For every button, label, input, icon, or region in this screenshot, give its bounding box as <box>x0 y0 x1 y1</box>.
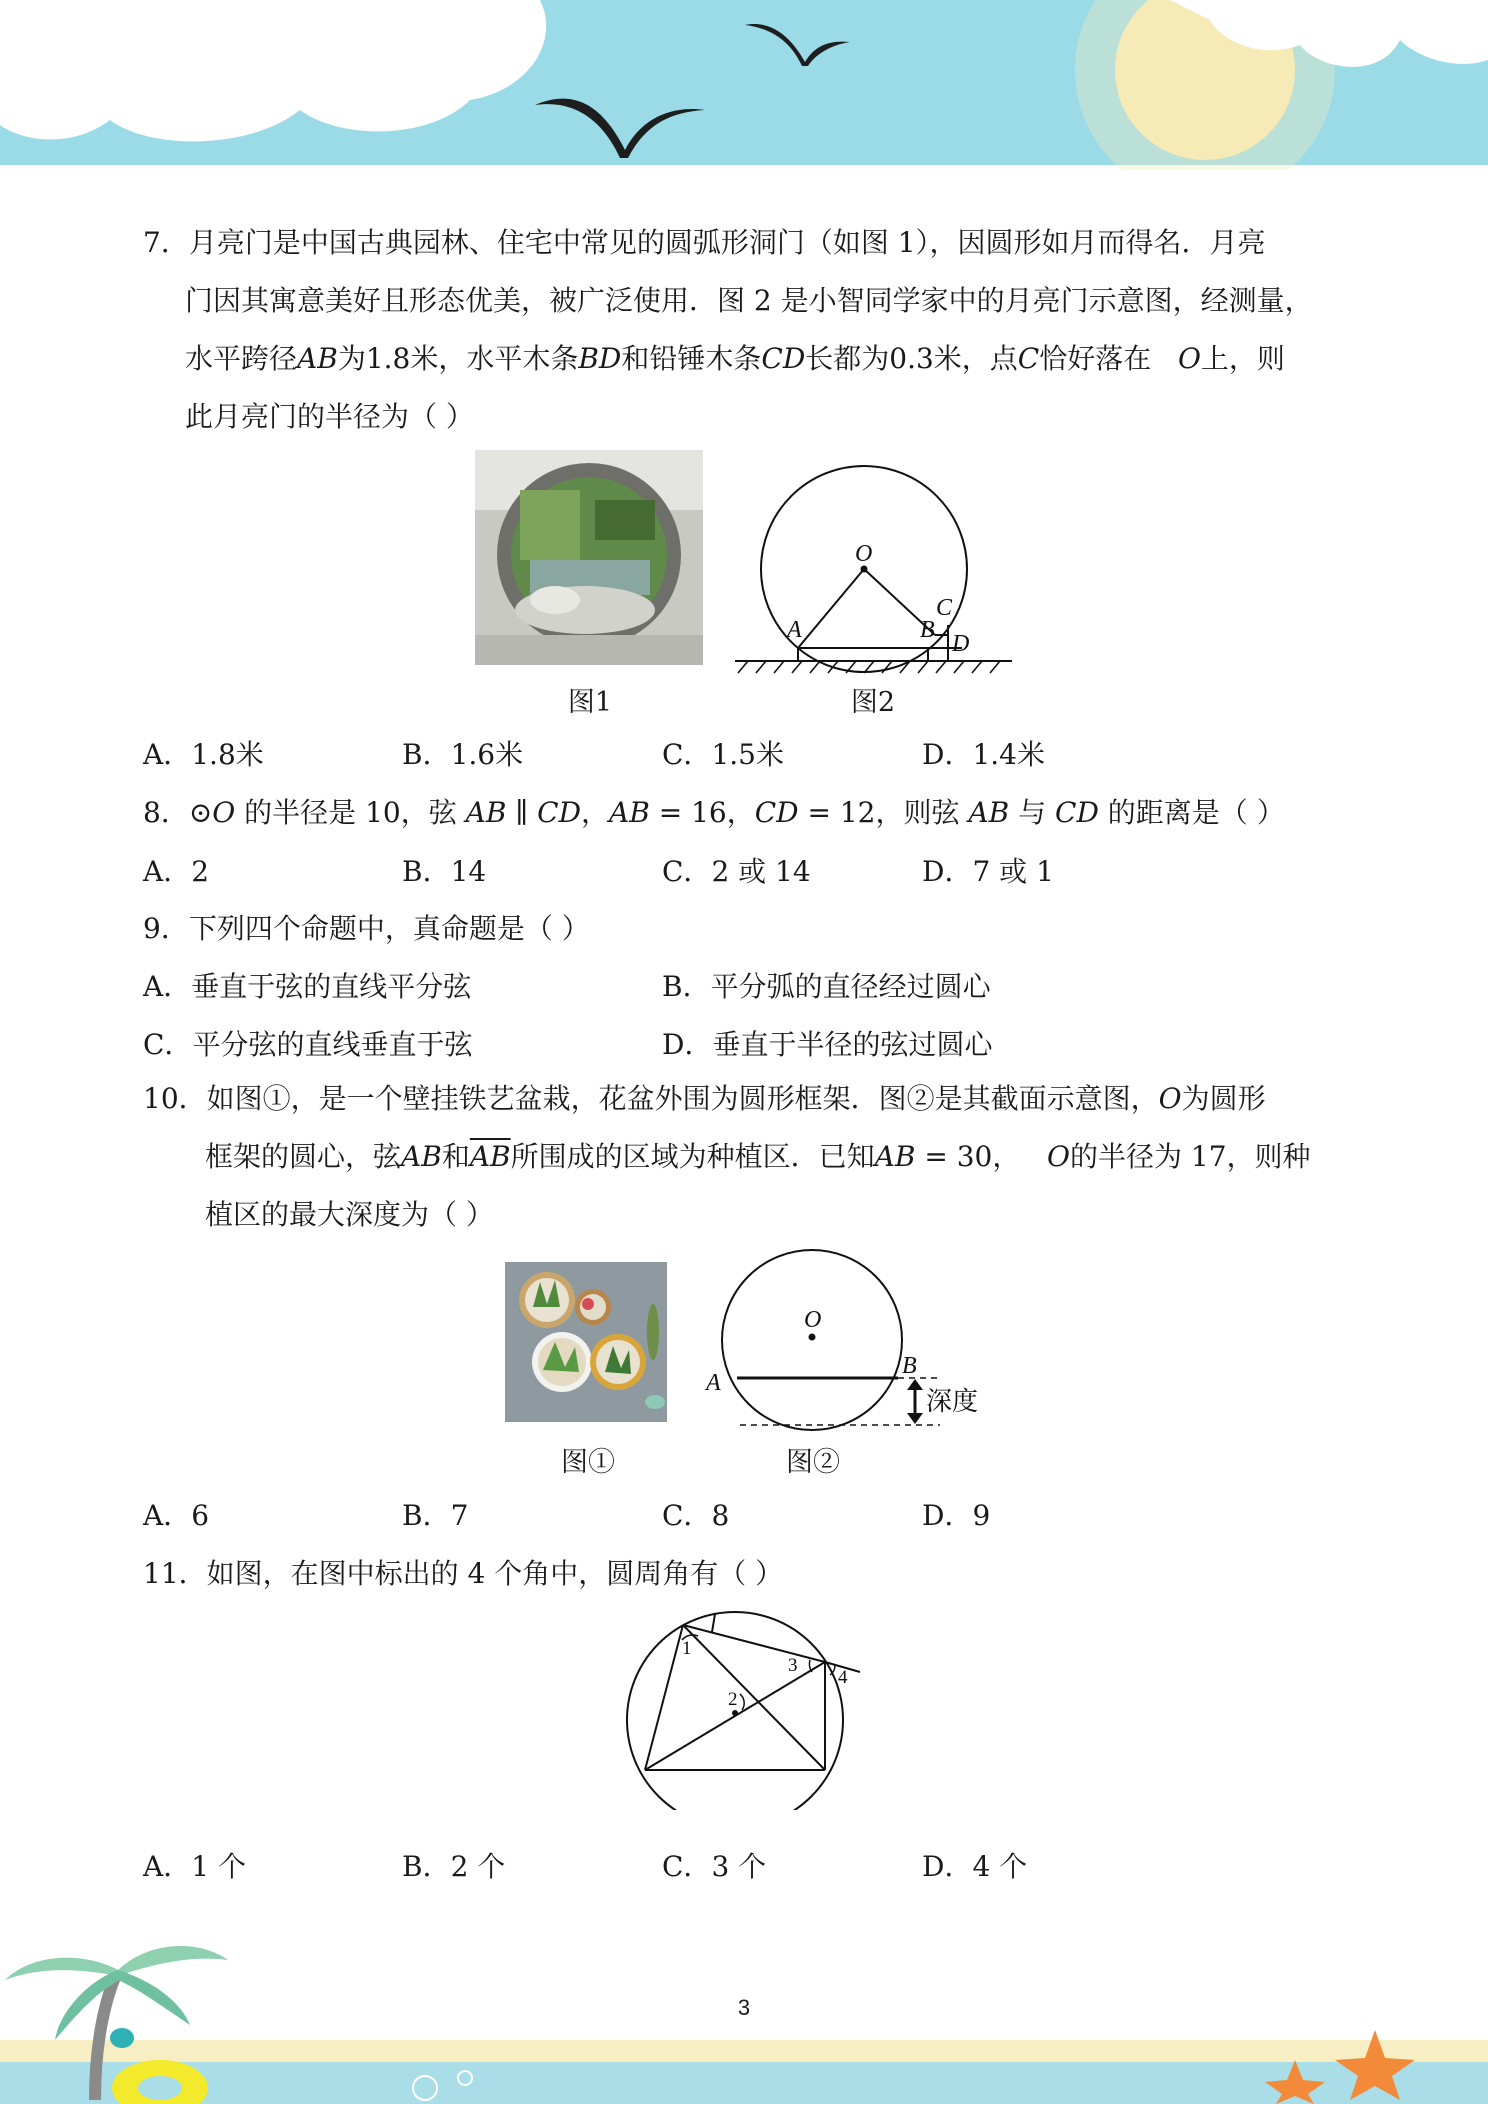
angle-label-3: 3 <box>788 1655 798 1676</box>
q9-option-b[interactable]: B．平分弧的直径经过圆心 <box>662 970 991 1003</box>
label-B: B <box>902 1353 917 1379</box>
question-11: 11．如图，在图中标出的 4 个角中，圆周角有（ ） <box>143 1557 784 1590</box>
q11-option-b[interactable]: B．2 个 <box>402 1850 506 1883</box>
q7-option-a[interactable]: A．1.8米 <box>143 738 264 771</box>
label-D: D <box>952 631 970 657</box>
q11-option-c[interactable]: C．3 个 <box>662 1850 767 1883</box>
footer-banner <box>0 1910 1488 2104</box>
page-number: 3 <box>737 1995 751 2020</box>
angle-label-2: 2 <box>728 1689 738 1710</box>
q7-line-1: 7．月亮门是中国古典园林、住宅中常见的圆弧形洞门（如图 1），因圆形如月而得名．月亮 <box>143 226 1266 259</box>
q10-line-2: 框架的圆心，弦AB和$\overline{AB}$所围成的区域为种植区．已知AB = 30， O的半径为 17，则种 <box>205 1140 1311 1173</box>
q10-fig2-caption: 图② <box>786 1447 840 1478</box>
question-number: 11． <box>143 1557 207 1590</box>
q10-option-a[interactable]: A．6 <box>143 1499 210 1532</box>
label-B: B <box>920 617 935 643</box>
q10-option-b[interactable]: B．7 <box>402 1499 469 1532</box>
q9-option-d[interactable]: D．垂直于半径的弦过圆心 <box>662 1028 993 1061</box>
q10-fig1-caption: 图① <box>561 1447 615 1478</box>
angle-label-1: 1 <box>682 1638 692 1659</box>
moon-gate-diagram <box>730 455 1015 680</box>
q10-line-1: 10．如图①，是一个壁挂铁艺盆栽，花盆外围为圆形框架．图②是其截面示意图，O为圆形 <box>143 1082 1266 1115</box>
question-number: 8． <box>143 796 189 829</box>
q11-option-a[interactable]: A．1 个 <box>143 1850 246 1883</box>
header-banner <box>0 0 1488 170</box>
q7-line-3: 水平跨径AB为1.8米，水平木条BD和铅锤木条CD长都为0.3米，点C恰好落在 O上，则 <box>185 342 1285 375</box>
question-9: 9．下列四个命题中，真命题是（ ） <box>143 912 590 945</box>
q8-option-b[interactable]: B．14 <box>402 855 487 888</box>
q10-line-3: 植区的最大深度为（ ） <box>205 1198 494 1231</box>
q7-line-4: 此月亮门的半径为（ ） <box>185 400 474 433</box>
label-O: O <box>855 541 873 567</box>
inscribed-angles-diagram <box>620 1610 865 1810</box>
q7-line-2: 门因其寓意美好且形态优美，被广泛使用．图 2 是小智同学家中的月亮门示意图，经测量， <box>185 284 1313 317</box>
question-number: 10． <box>143 1082 207 1115</box>
label-O: O <box>804 1307 822 1333</box>
q9-option-a[interactable]: A．垂直于弦的直线平分弦 <box>143 970 472 1003</box>
question-number: 9． <box>143 912 189 945</box>
question-10 <box>143 1070 1363 1244</box>
q7-fig1-caption: 图1 <box>567 687 613 718</box>
question-8: 8．⊙O 的半径是 10，弦 AB ∥ CD，AB = 16，CD = 12，则弦 AB 与 CD 的距离是（ ） <box>143 796 1285 829</box>
wall-planter-photo <box>505 1262 667 1422</box>
question-number: 7． <box>143 226 189 259</box>
q9-option-c[interactable]: C．平分弦的直线垂直于弦 <box>143 1028 473 1061</box>
label-C: C <box>936 595 953 621</box>
label-depth: 深度 <box>926 1387 979 1417</box>
q8-option-d[interactable]: D．7 或 1 <box>922 855 1054 888</box>
label-A: A <box>787 617 802 643</box>
q8-option-a[interactable]: A．2 <box>143 855 210 888</box>
q7-option-d[interactable]: D．1.4米 <box>922 738 1045 771</box>
q7-option-b[interactable]: B．1.6米 <box>402 738 524 771</box>
q7-fig2-caption: 图2 <box>850 687 896 718</box>
q10-option-d[interactable]: D．9 <box>922 1499 991 1532</box>
planter-section-diagram <box>700 1245 990 1435</box>
label-A: A <box>706 1370 721 1396</box>
q10-option-c[interactable]: C．8 <box>662 1499 730 1532</box>
angle-label-4: 4 <box>838 1667 848 1688</box>
q11-option-d[interactable]: D．4 个 <box>922 1850 1028 1883</box>
moon-gate-photo <box>475 450 703 665</box>
question-7 <box>143 214 1353 446</box>
q7-option-c[interactable]: C．1.5米 <box>662 738 784 771</box>
q8-option-c[interactable]: C．2 或 14 <box>662 855 811 888</box>
